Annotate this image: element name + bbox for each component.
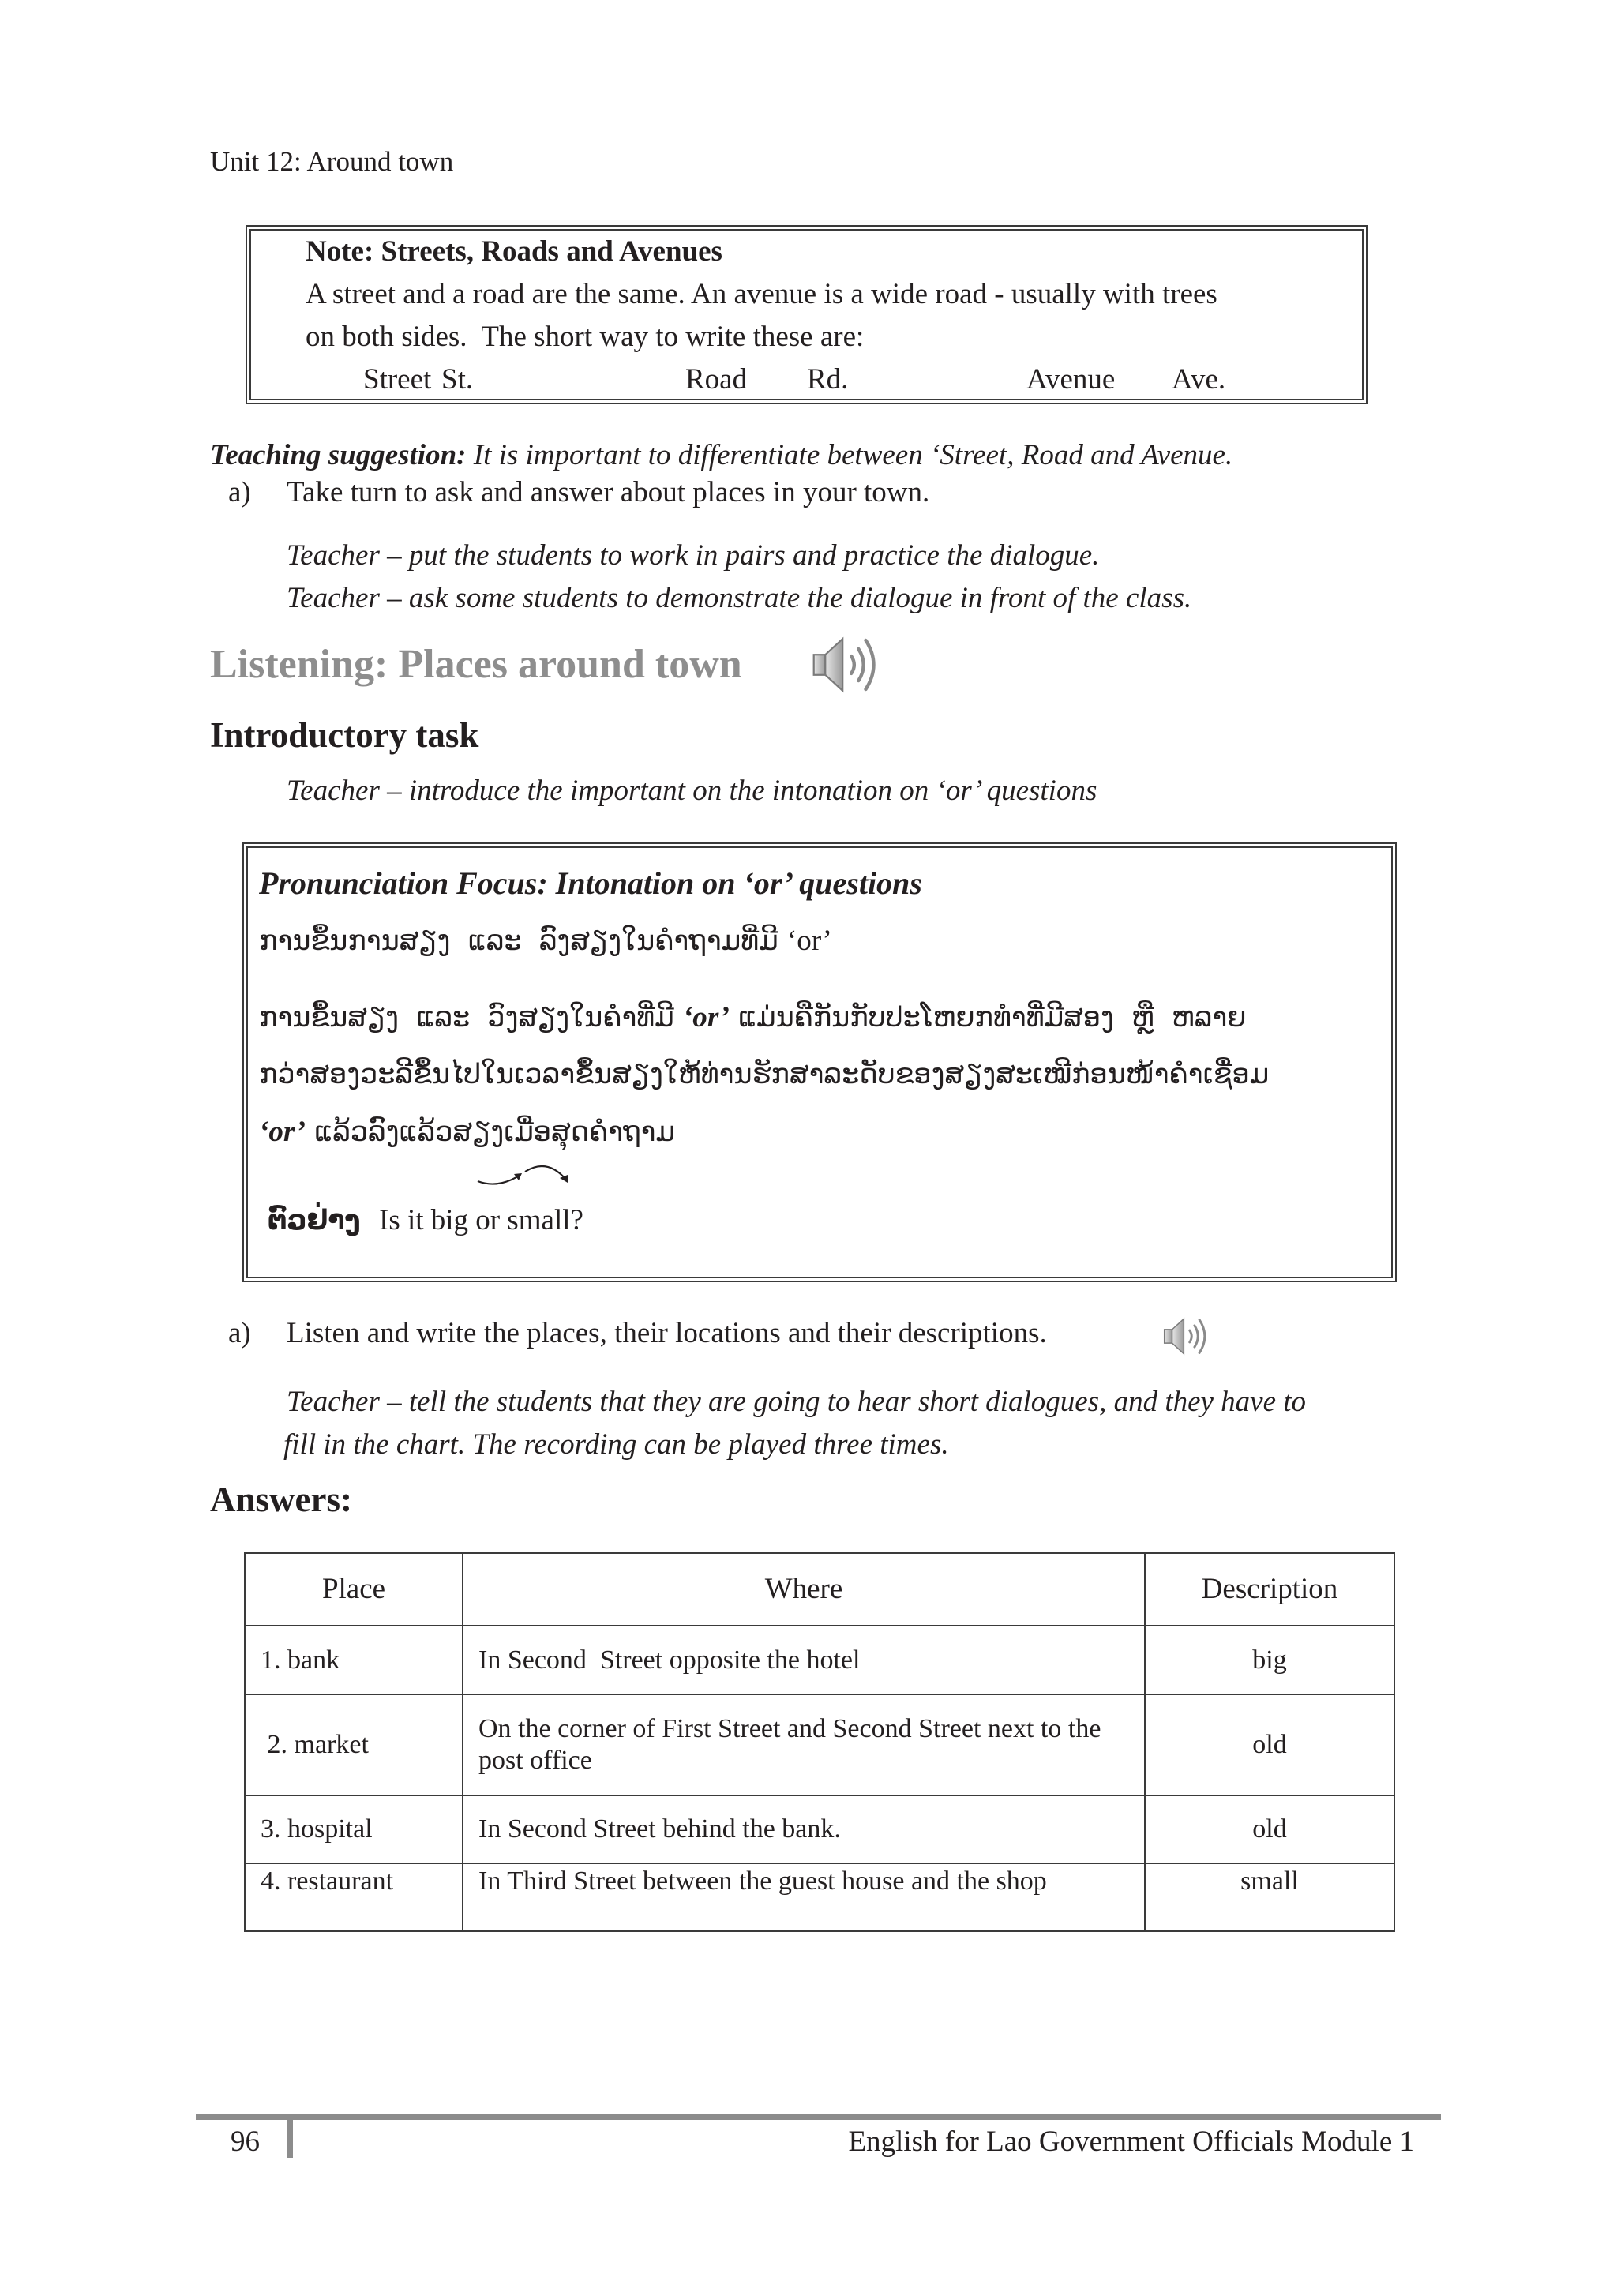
lao-line	[259, 996, 1246, 1039]
answers-table	[244, 1552, 1395, 1932]
abbr-word: Road	[685, 363, 748, 396]
footer-rule	[196, 2114, 1441, 2120]
abbr-word: Street	[363, 363, 432, 396]
table-row	[245, 1863, 1394, 1931]
teacher-note: Teacher – put the students to work in pairs and practice the dialogue.	[287, 539, 1100, 572]
intonation-arrows-icon	[470, 1154, 580, 1194]
or-word: ‘or’	[259, 1116, 306, 1148]
teacher-note: fill in the chart. The recording can be played three times.	[283, 1428, 949, 1461]
note-line: A street and a road are the same. An avenue is a wide road - usually with trees	[306, 278, 1217, 310]
section-heading-listening: Listening: Places around town	[210, 642, 742, 687]
cell-place: 3. hospital	[245, 1795, 463, 1863]
answers-heading: Answers:	[210, 1480, 352, 1519]
lao-line: ກວ່າສອງວະລີຂຶ້ນໄປໃນເວລາຂຶ້ນສຽງໃຫ້ທ່ານຮັກສາລະດັບຂອງສຽງສະເໝີກ່ອນໜ້າຄໍາເຊື່ອມ	[259, 1059, 1270, 1090]
teaching-suggestion-text: It is important to differentiate between ‘Street, Road and Avenue.	[473, 439, 1233, 471]
note-box	[246, 225, 1368, 404]
task-text: Take turn to ask and answer about places in your town.	[287, 476, 930, 508]
footer-divider	[287, 2120, 293, 2158]
speaker-icon	[808, 632, 897, 698]
abbreviation-row	[306, 358, 1362, 401]
cell-description: old	[1145, 1694, 1394, 1795]
task-marker: a)	[228, 476, 251, 508]
cell-where: On the corner of First Street and Second Street next to the post office	[463, 1694, 1145, 1795]
abbr-short: Rd.	[807, 363, 849, 396]
cell-place: 1. bank	[245, 1626, 463, 1694]
abbr-short: Ave.	[1172, 363, 1226, 396]
note-title: Note: Streets, Roads and Avenues	[306, 235, 722, 268]
table-row	[245, 1795, 1394, 1863]
lao-text: ແລ້ວລົງແລ້ວສຽງເມື່ອສຸດຄໍາຖາມ	[314, 1116, 676, 1148]
pronunciation-box	[242, 842, 1397, 1282]
lao-line	[259, 1111, 675, 1154]
book-title: English for Lao Government Officials Module 1	[848, 2125, 1414, 2158]
column-header: Description	[1145, 1553, 1394, 1626]
table-row	[245, 1626, 1394, 1694]
pronunciation-title: Pronunciation Focus: Intonation on ‘or’ questions	[259, 865, 922, 901]
lao-text: ການຂຶ້ນສຽງ ແລະ ວົງສຽງໃນຄໍາທີ່ມີ	[259, 1002, 674, 1034]
cell-where: In Second Street behind the bank.	[463, 1795, 1145, 1863]
example-text: Is it big or small?	[379, 1204, 583, 1236]
task-marker: a)	[228, 1317, 251, 1349]
cell-description: old	[1145, 1795, 1394, 1863]
note-line: on both sides. The short way to write these are:	[306, 321, 865, 353]
or-word: ‘or’	[786, 925, 832, 957]
task-text: Listen and write the places, their locations and their descriptions.	[287, 1317, 1047, 1349]
speaker-icon	[1161, 1313, 1220, 1360]
page-number: 96	[231, 2125, 260, 2158]
lao-text: ແມ່ນຄືກັນກັບປະໂຫຍກທໍາທີ່ມີສອງ ຫຼື ຫລາຍ	[738, 1002, 1247, 1034]
table-row	[245, 1694, 1394, 1795]
cell-place: 2. market	[245, 1694, 463, 1795]
cell-where: In Third Street between the guest house and the shop	[463, 1863, 1145, 1931]
or-word: ‘or’	[682, 1001, 730, 1034]
abbr-short: St.	[441, 363, 474, 396]
teacher-note: Teacher – ask some students to demonstrate the dialogue in front of the class.	[287, 582, 1192, 614]
cell-description: small	[1145, 1863, 1394, 1931]
column-header: Place	[245, 1553, 463, 1626]
table-header-row	[245, 1553, 1394, 1626]
lao-text: ການຂຶ້ນການສຽງ ແລະ ລົງສຽງໃນຄໍາຖາມທີ່ມີ	[259, 925, 778, 957]
teacher-note: Teacher – introduce the important on the intonation on ‘or’ questions	[287, 775, 1097, 807]
cell-description: big	[1145, 1626, 1394, 1694]
example-label: ຕົວຢ່າງ	[268, 1205, 361, 1236]
section-heading-intro: Introductory task	[210, 715, 479, 755]
lao-title	[259, 920, 832, 962]
running-header: Unit 12: Around town	[210, 146, 454, 177]
cell-where: In Second Street opposite the hotel	[463, 1626, 1145, 1694]
abbr-word: Avenue	[1026, 363, 1116, 396]
teaching-suggestion	[210, 434, 1232, 477]
column-header: Where	[463, 1553, 1145, 1626]
teaching-suggestion-label: Teaching suggestion:	[210, 439, 467, 471]
teacher-note: Teacher – tell the students that they are going to hear short dialogues, and they have to	[287, 1386, 1307, 1418]
cell-place: 4. restaurant	[245, 1863, 463, 1931]
